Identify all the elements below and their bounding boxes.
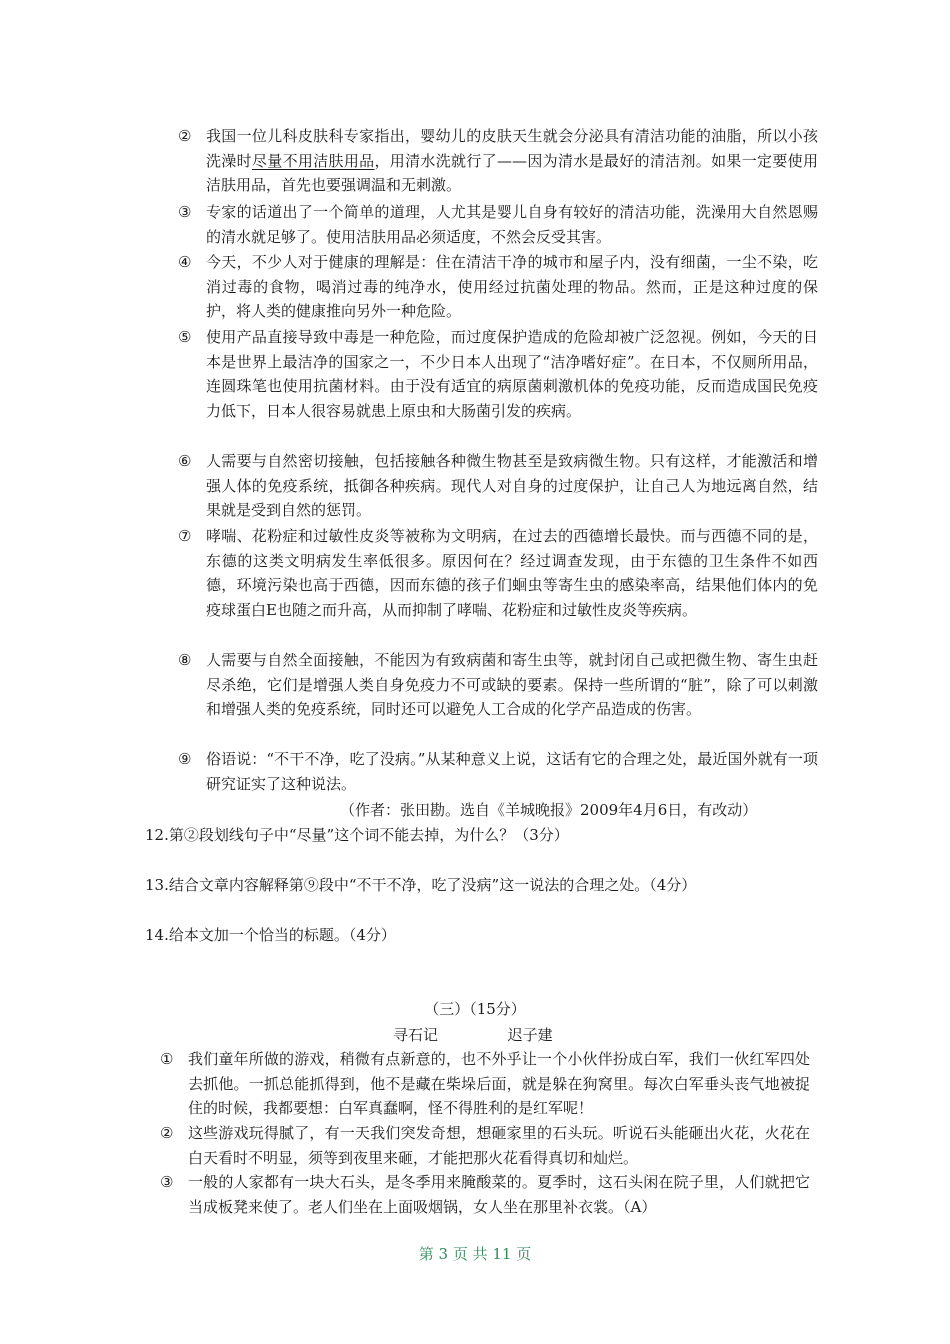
story-author: 迟子建 bbox=[507, 1026, 553, 1044]
paragraph-7 bbox=[178, 524, 818, 622]
page-footer: 第 3 页 共 11 页 bbox=[418, 1245, 532, 1263]
section-heading: （三）（15分） bbox=[424, 1000, 526, 1018]
paragraph-text: 这些游戏玩得腻了，有一天我们突发奇想，想砸家里的石头玩。听说石头能砸出火花，火花在白天看时不明显，须等到夜里来砸，才能把那火花看得真切和灿烂。 bbox=[188, 1124, 810, 1167]
story-paragraph-2 bbox=[160, 1121, 810, 1170]
paragraph-9 bbox=[178, 747, 818, 796]
paragraph-number: ③ bbox=[178, 203, 192, 221]
paragraph-4 bbox=[178, 250, 818, 324]
paragraph-text: 我们童年所做的游戏，稍微有点新意的，也不外乎让一个小伙伴扮成白军，我们一伙红军四处去抓他。一抓总能抓得到，他不是藏在柴垛后面，就是躲在狗窝里。每次白军垂头丧气地被捉住的时候，我都要想：白军真蠢啊，怪不得胜利的是红军呢！ bbox=[188, 1050, 810, 1117]
paragraph-text: 今天，不少人对于健康的理解是：住在清洁干净的城市和屋子内，没有细菌，一尘不染，吃消过毒的食物，喝消过毒的纯净水，使用经过抗菌处理的物品。然而，正是这种过度的保护，将人类的健康推向另外一种危险。 bbox=[206, 253, 818, 320]
story-title-line bbox=[393, 1024, 553, 1045]
paragraph-2 bbox=[178, 124, 818, 198]
paragraph-text: 哮喘、花粉症和过敏性皮炎等被称为文明病，在过去的西德增长最快。而与西德不同的是，东德的这类文明病发生率低很多。原因何在？经过调查发现，由于东德的卫生条件不如西德，环境污染也高于西德，因而东德的孩子们蛔虫等寄生虫的感染率高，结果他们体内的免疫球蛋白E也随之而升高，从而抑制了哮喘、花粉症和过敏性皮炎等疾病。 bbox=[206, 527, 818, 619]
paragraph-text: 专家的话道出了一个简单的道理，人尤其是婴儿自身有较好的清洁功能，洗澡用大自然恩赐的清水就足够了。使用洁肤用品必须适度，不然会反受其害。 bbox=[206, 203, 818, 246]
paragraph-text: 人需要与自然密切接触，包括接触各种微生物甚至是致病微生物。只有这样，才能激活和增强人体的免疫系统，抵御各种疾病。现代人对自身的过度保护，让自己人为地远离自然，结果就是受到自然的惩罚。 bbox=[206, 452, 818, 519]
story-title: 寻石记 bbox=[393, 1026, 439, 1044]
paragraph-number: ⑦ bbox=[178, 527, 192, 545]
paragraph-text: 一般的人家都有一块大石头，是冬季用来腌酸菜的。夏季时，这石头闲在院子里，人们就把它当成板凳来使了。老人们坐在上面吸烟锅，女人坐在那里补衣裳。（A） bbox=[188, 1173, 810, 1216]
question-14: 14.给本文加一个恰当的标题。（4分） bbox=[145, 926, 396, 944]
paragraph-6 bbox=[178, 449, 818, 523]
paragraph-number: ⑨ bbox=[178, 750, 192, 768]
paragraph-text: 我国一位儿科皮肤科专家指出，婴幼儿的皮肤天生就会分泌具有清洁功能的油脂，所以小孩洗澡时尽量不用洁肤用品，用清水洗就行了——因为清水是最好的清洁剂。如果一定要使用洁肤用品，首先也要强调温和无刺激。 bbox=[206, 127, 818, 194]
paragraph-number: ③ bbox=[160, 1173, 174, 1191]
story-paragraph-3 bbox=[160, 1170, 810, 1219]
paragraph-number: ② bbox=[160, 1124, 174, 1142]
underlined-sentence: 尽量不用洁肤用品 bbox=[251, 151, 375, 170]
paragraph-number: ⑧ bbox=[178, 651, 192, 669]
story-paragraph-1 bbox=[160, 1047, 810, 1121]
paragraph-5 bbox=[178, 325, 818, 423]
paragraph-number: ⑤ bbox=[178, 328, 192, 346]
paragraph-number: ④ bbox=[178, 253, 192, 271]
question-12: 12.第②段划线句子中“尽量”这个词不能去掉，为什么？（3分） bbox=[145, 826, 569, 844]
paragraph-text: 人需要与自然全面接触，不能因为有致病菌和寄生虫等，就封闭自己或把微生物、寄生虫赶尽杀绝，它们是增强人类自身免疫力不可或缺的要素。保持一些所谓的“脏”，除了可以刺激和增强人类的免疫系统，同时还可以避免人工合成的化学产品造成的伤害。 bbox=[206, 651, 818, 718]
paragraph-3 bbox=[178, 200, 818, 249]
paragraph-number: ⑥ bbox=[178, 452, 192, 470]
paragraph-8 bbox=[178, 648, 818, 722]
paragraph-number: ② bbox=[178, 127, 192, 145]
paragraph-number: ① bbox=[160, 1050, 174, 1068]
paragraph-text: 使用产品直接导致中毒是一种危险，而过度保护造成的危险却被广泛忽视。例如，今天的日本是世界上最洁净的国家之一，不少日本人出现了“洁净嗜好症”。在日本，不仅厕所用品，连圆珠笔也使用抗菌材料。由于没有适宜的病原菌刺激机体的免疫功能，反而造成国民免疫力低下，日本人很容易就患上原虫和大肠菌引发的疾病。 bbox=[206, 328, 818, 420]
article-attribution: （作者：张田勘。选自《羊城晚报》2009年4月6日，有改动） bbox=[340, 801, 758, 819]
question-13: 13.结合文章内容解释第⑨段中“不干不净，吃了没病”这一说法的合理之处。（4分） bbox=[145, 876, 697, 894]
paragraph-text: 俗语说：“不干不净，吃了没病。”从某种意义上说，这话有它的合理之处，最近国外就有一项研究证实了这种说法。 bbox=[206, 750, 818, 793]
